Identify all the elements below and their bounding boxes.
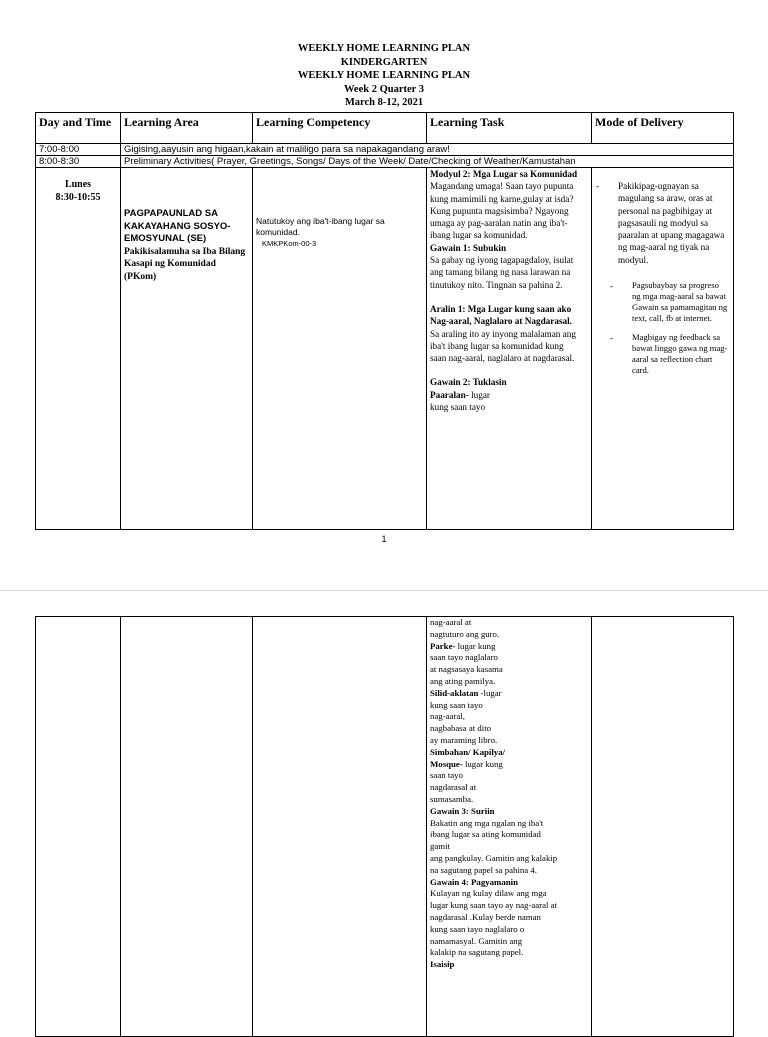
task-line: at nagsasaya kasama: [430, 664, 503, 675]
task-line: kung saan tayo: [430, 699, 483, 710]
time-label: 8:30-10:55: [55, 192, 101, 203]
task-line: nag-aaral at: [430, 617, 472, 627]
table-header-row: [36, 113, 734, 144]
col-header-learning-area: Learning Area: [121, 113, 253, 144]
task-line: namamasyal. Gamitin ang: [430, 935, 523, 946]
learning-area-cell: [121, 168, 253, 530]
mode-item-text: Pagsubaybay sa progreso ng mga mag-aaral sa bawat Gawain sa pamamagitan ng text, call, fb at internet.: [632, 280, 728, 324]
learning-area-title: PAGPAPAUNLAD SA KAKAYAHANG SOSYO-EMOSYUNAL (SE): [124, 208, 231, 245]
mode-item-text: Pakikipag-ugnayan sa magulang sa araw, oras at personal na pagbibigay at pagsasauli ng modyul sa paaralan at upang magagawa ng mag-aaral ng tiyak na modyul.: [618, 181, 725, 265]
mode-item: [596, 280, 729, 324]
task-line: kalakip na sagutang papel.: [430, 947, 524, 958]
task-line: ibang lugar sa ating komunidad: [430, 829, 541, 840]
task-line: na sagutang papel sa pahina 4.: [430, 864, 537, 875]
task-line: ay maraming libro.: [430, 734, 498, 745]
task-intro: Magandang umaga! Saan tayo pupunta kung mamimili ng karne,gulay at isda? Kung pupunta magsisimba? Ngayong umaga ay pag-aaralan natin ang iba't-ibang lugar sa komunidad.: [430, 181, 574, 241]
day-time-cell: [36, 168, 121, 530]
parke-def: lugar kung: [455, 640, 496, 651]
learning-plan-table-continued: [35, 616, 734, 1037]
col-header-day-time: Day and Time: [36, 113, 121, 144]
simbahan-def: lugar kung: [462, 758, 503, 769]
header-grade: KINDERGARTEN: [340, 56, 428, 68]
silid-term: Silid-aklatan: [430, 687, 479, 698]
task-line: [430, 688, 588, 700]
gawain3-title: Gawain 3: Suriin: [430, 805, 495, 816]
header-title: WEEKLY HOME LEARNING PLAN: [297, 43, 471, 54]
paaralan-term: Paaralan-: [430, 389, 469, 400]
mode-item: [596, 180, 729, 266]
competency-code: KMKPKom-00-3: [262, 239, 317, 248]
header-title-repeat: WEEKLY HOME LEARNING PLAN: [297, 70, 471, 81]
table-row: [36, 144, 734, 156]
task-line: ang pangkulay. Gamitin ang kalakip: [430, 852, 558, 863]
isaisip-title: Isaisip: [430, 959, 455, 970]
day-label: Lunes: [64, 179, 92, 190]
learning-area-subtitle: Pakikisalamuha sa Iba Bilang Kasapi ng Komunidad (PKom): [124, 246, 246, 282]
learning-competency-cell: [253, 168, 427, 530]
row-activity: Gigising,aayusin ang higaan,kakain at maliligo para sa napakagandang araw!: [121, 144, 734, 156]
header-week: Week 2 Quarter 3: [343, 83, 424, 95]
task-line: [430, 759, 588, 771]
task-line: Kulayan ng kulay dilaw ang mga: [430, 888, 547, 899]
row-time: 8:00-8:30: [36, 156, 121, 168]
list-dash: -: [610, 281, 614, 292]
task-line: Bakatin ang mga ngalan ng iba't: [430, 817, 544, 828]
task-line: [430, 641, 588, 653]
list-dash: -: [596, 181, 600, 191]
competency-text: Natutukoy ang iba't-ibang lugar sa komunidad.: [256, 216, 385, 237]
task-line: nag-aaral,: [430, 711, 465, 722]
list-dash: -: [610, 333, 614, 344]
row-time: 7:00-8:00: [36, 144, 121, 156]
aralin1-text2: saan nag-aaral, naglalaro at nagdarasal.: [430, 353, 575, 364]
learning-plan-table: [35, 112, 734, 530]
parke-term: Parke-: [430, 640, 456, 651]
paaralan-line: [430, 389, 588, 401]
learning-competency-cell: [253, 617, 427, 1037]
day-time-cell: [36, 617, 121, 1037]
mode-of-delivery-cell: [592, 617, 734, 1037]
paaralan-def: lugar: [468, 389, 490, 400]
table-row: [36, 156, 734, 168]
aralin1-title: Aralin 1: Mga Lugar kung saan ako Nag-aaral, Naglalaro at Nagdarasal.: [430, 303, 572, 327]
mode-item-text: Magbigay ng feedback sa bawat linggo gawa ng mag-aaral sa reflection chart card.: [632, 332, 728, 376]
modyul-title: Modyul 2: Mga Lugar sa Komunidad: [430, 169, 578, 179]
mode-item: [596, 332, 729, 376]
simbahan-term: Simbahan/ Kapilya/: [430, 746, 506, 757]
gawain1-title: Gawain 1: Subukin: [430, 242, 507, 253]
task-line: ang ating pamilya.: [430, 675, 496, 686]
gawain4-title: Gawain 4: Pagyamanin: [430, 876, 518, 887]
silid-def: -lugar: [478, 687, 502, 698]
task-line: nagbabasa at dito: [430, 723, 492, 734]
task-line: nagdarasal at: [430, 782, 477, 793]
task-line: nagtuturo ang guro.: [430, 628, 500, 639]
col-header-learning-competency: Learning Competency: [253, 113, 427, 144]
aralin1-text: Sa araling ito ay inyong malalaman ang iba't ibang lugar sa komunidad kung: [430, 328, 576, 351]
table-row: [36, 617, 734, 1037]
task-line: lugar kung saan tayo ay nag-aaral at: [430, 900, 558, 911]
mode-of-delivery-cell: [592, 168, 734, 530]
task-line: kung saan tayo naglalaro o: [430, 923, 525, 934]
col-header-learning-task: Learning Task: [427, 113, 592, 144]
mosque-term: Mosque-: [430, 758, 463, 769]
gawain2-title: Gawain 2: Tuklasin: [430, 377, 507, 388]
col-header-mode-of-delivery: Mode of Delivery: [592, 113, 734, 144]
paaralan-def2: kung saan tayo: [430, 402, 486, 413]
table-row-monday: [36, 168, 734, 530]
task-line: gamit: [430, 841, 451, 852]
row-activity: Preliminary Activities( Prayer, Greetings, Songs/ Days of the Week/ Date/Checking of Weather/Kamustahan: [121, 156, 734, 168]
learning-task-cell: [427, 617, 592, 1037]
document-page-2: [0, 590, 768, 1025]
task-line: saan tayo: [430, 770, 463, 781]
task-line: saan tayo naglalaro: [430, 652, 498, 663]
header-dates: March 8-12, 2021: [344, 97, 424, 108]
task-line: sumasamba.: [430, 793, 474, 804]
learning-area-cell: [121, 617, 253, 1037]
task-line: nagdarasal .Kulay berde naman: [430, 911, 541, 922]
page-number: 1: [381, 534, 387, 544]
learning-task-cell: [427, 168, 592, 530]
gawain1-text: Sa gabay ng iyong tagapagdaloy, isulat ang tamang bilang ng nasa larawan na tinutukoy nito. Tingnan sa pahina 2.: [430, 255, 574, 290]
plan-header: [0, 42, 768, 110]
